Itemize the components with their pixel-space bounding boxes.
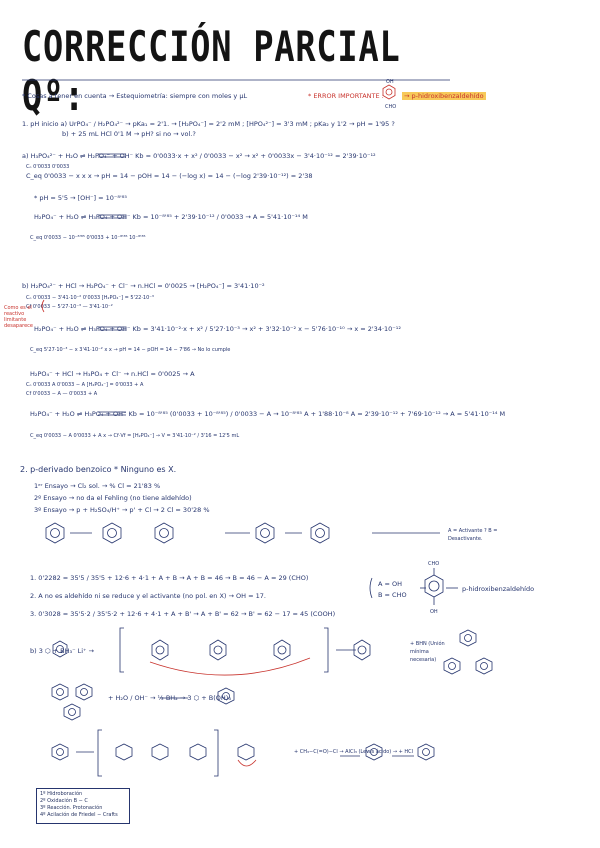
reaction-b-product: + BHN (Unión mínima necesaria) — [410, 641, 445, 663]
oxidation-scheme — [52, 684, 234, 720]
page-title: CORRECCIÓN PARCIAL Qº: — [22, 22, 401, 120]
legend-step-2: 2º Oxidación B − C — [40, 798, 88, 804]
error-highlight: → p-hidroxibenzaldehído — [404, 92, 484, 100]
reaction-c: + H₂O / OH⁻ → ½ BH₂ → 3 ⬡ + B(OH)₃ — [108, 694, 231, 702]
equilibrium-3: H₂PO₄⁻ + H₂O ⇌ H₃PO₄ + OH⁻ Kb = 3'41·10⁻²·x + x² / 5'27·10⁻³ → x² + 3'32·10⁻² x − 5'76·10⁻¹⁰ → x = 2'34·10⁻¹² — [34, 325, 401, 333]
part-b-initial: Cₒ 0'0033 − 3'41·10⁻² 0'0033 [H₂PO₄⁻] = 5'22·10⁻³ — [26, 295, 154, 301]
calc-1: 1. 0'2282 = 35'5 / 35'5 + 12·6 + 4·1 + A + B → A + B = 46 → B = 46 − A = 29 (CHO) — [30, 574, 309, 582]
equilibrium-4-eq: C_eq 0'0033 − A 0'0033 + A x → Cf·Vf = [H₂PO₄⁻] → V = 3'41·10⁻² / 3'16 = 12'5 mL — [30, 433, 240, 439]
test-2: 2º Ensayo → no da el Fehling (no tiene aldehído) — [34, 494, 192, 502]
ring-bottom-label: OH — [430, 609, 438, 615]
part-b-2-initial: Cₒ 0'0033 A 0'0033 − A [H₂PO₄⁻] = 0'0033 + A — [26, 382, 144, 388]
legend-step-3: 3º Reacción. Protonación — [40, 805, 103, 811]
error-label: * ERROR IMPORTANTE : — [308, 92, 384, 100]
ph-condition: * pH = 5'5 → [OH⁻] = 10⁻⁸'⁸⁵ — [34, 194, 127, 202]
error-formula-bottom: CHO — [385, 104, 397, 110]
calc-2: 2. A no es aldehído ni se reduce y el activante (no pol. en X) → OH = 17. — [30, 592, 266, 600]
ring-top-label: CHO — [428, 561, 440, 567]
error-benzene-ring — [383, 85, 395, 99]
activant-note: A = Activante ? B = Desactivante. — [448, 528, 498, 542]
reaction-d: + CH₃−C(=O)−Cl → AlCl₃ (Lewis ácido) → + HCl — [294, 749, 414, 755]
equilibrium-4: H₂PO₄⁻ + H₂O ⇌ H₃PO₄ + OH⁻ Kb = 10⁻⁸'⁸⁵ (0'0033 + 10⁻⁸'⁸⁵) / 0'0033 − A → 10⁻⁸'⁸⁵ A + 1'88·10⁻⁸ A = 2'39·10⁻¹² + 7'69·10⁻¹² → A = 5'41·10⁻¹⁴ M — [30, 410, 506, 418]
legend-step-4: 4º Acilación de Friedel − Crafts — [40, 812, 118, 818]
equilibrium-2-eq: C_eq 0'0033 − 10⁻⁸'⁸⁵ 0'0033 + 10⁻⁸'⁸⁵ 10⁻⁸'⁸⁵ — [30, 235, 146, 241]
legend-step-1: 1º Hidroboración — [40, 791, 83, 797]
equilibrium-1: a) H₃PO₄²⁻ + H₂O ⇌ H₂PO₄⁻ + OH⁻ Kb = 0'0033·x + x² / 0'0033 − x² → x² + 0'0033x − 3'4·10⁻¹² = 2'39·10⁻¹² — [22, 152, 376, 160]
reaction-a-rings — [46, 523, 440, 543]
equilibrium-3-eq: C_eq 5'27·10⁻³ − x 3'41·10⁻² x x → pH = 14 − pOH = 14 − 7'86 → No lo cumple — [30, 347, 231, 353]
substituent-a: A = OH — [378, 580, 403, 588]
question-1a: 1. pH inicio a) UrPO₄⁻ / H₂PO₄²⁻ → pKa₁ = 2'1. → [H₂PO₄⁻] = 2'2 mM ; [HPO₄²⁻] = 3'3 mM ; pKa₂ y 1'2 → pH = 1'95 ? — [22, 120, 395, 128]
part-b-final: Cf 0'0033 − 5'27·10⁻³ — 3'41·10⁻² — [26, 304, 113, 310]
equilibrium-arrows — [98, 154, 126, 415]
equilibrium-1-eq: C_eq 0'0033 − x x x → pH = 14 − pOH = 14 − (−log x) = 14 − (−log 2'39·10⁻¹²) = 2'38 — [26, 172, 313, 180]
limiting-reagent-note: Como es el reactivo limitante desaparece — [4, 305, 34, 329]
friedel-crafts-scheme — [52, 730, 434, 776]
final-compound: p-hidroxibenzaldehído — [462, 585, 535, 593]
equilibrium-2: H₂PO₄⁻ + H₂O ⇌ H₃PO₄ + OH⁻ Kb = 10⁻⁸'⁸⁵ + 2'39·10⁻¹² / 0'0033 → A = 5'41·10⁻¹⁴ M — [34, 213, 308, 221]
part-b-reaction: b) H₂PO₄²⁻ + HCl → H₂PO₄⁻ + Cl⁻ → n.HCl = 0'0025 → [H₂PO₄⁻] = 3'41·10⁻² — [22, 282, 265, 290]
substituent-b: B = CHO — [378, 591, 407, 599]
question-2: 2. p-derivado benzoico * Ninguno es X. — [20, 465, 177, 474]
calc-3: 3. 0'3028 = 35'5·2 / 35'5·2 + 12·6 + 4·1 + A + B' → A + B' = 62 → B' = 62 − 17 = 45 (COOH) — [30, 610, 336, 618]
reaction-b: b) 3 ⬡ + BH₃⁻ Li⁺ → — [30, 647, 95, 655]
test-1: 1ᵉʳ Ensayo → Cl₂ sol. → % Cl = 21'83 % — [34, 482, 161, 490]
hydroboration-scheme — [53, 628, 492, 675]
error-formula-top: OH — [386, 79, 394, 85]
intro-note: * Cosas a tener en cuenta → Estequiometría: siempre con moles y μL — [22, 92, 248, 100]
part-b-2-final: Cf 0'0033 − A — 0'0033 + A — [26, 391, 98, 397]
question-1b: b) + 25 mL HCl 0'1 M → pH? si no → vol.? — [62, 130, 196, 138]
equilibrium-1-initial: Cₒ 0'0033 0'0033 — [26, 164, 70, 170]
final-compound-ring — [425, 568, 458, 605]
test-3: 3º Ensayo → p + H₂SO₄/H⁺ → p' + Cl → 2 Cl = 30'28 % — [34, 506, 210, 514]
part-b-reaction-2: H₂PO₄⁻ + HCl → H₃PO₄ + Cl⁻ → n.HCl = 0'0025 → A — [30, 370, 195, 378]
